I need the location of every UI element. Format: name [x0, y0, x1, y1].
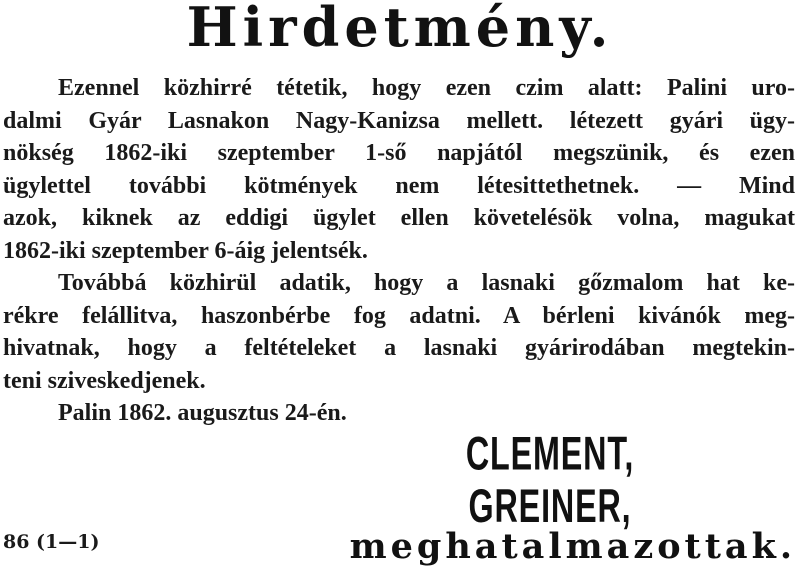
body-line: Ezennel közhirré tétetik, hogy ezen czim alatt: Palini uro-: [58, 75, 795, 101]
body-line: hivatnak, hogy a feltételeket a lasnaki gyárirodában megtekin-: [3, 335, 795, 361]
signature-names: [423, 428, 678, 533]
body-line: azok, kiknek az eddigi ügylet ellen követelésök volna, magukat: [3, 205, 795, 231]
announcement-body: [3, 72, 795, 430]
body-line: nökség 1862-iki szeptember 1-ső napjától megszünik, és ezen: [3, 140, 795, 166]
body-line: dalmi Gyár Lasnakon Nagy-Kanizsa mellett. létezett gyári ügy-: [3, 107, 795, 134]
paragraph-2: [3, 267, 795, 397]
body-line: ügylettel további kötmények nem létesittethetnek. — Mind: [3, 172, 795, 199]
signatory-name: GREINER,: [468, 480, 632, 533]
paragraph-1: [3, 72, 795, 267]
signatory-name: CLEMENT,: [465, 428, 635, 481]
announcement-title: Hirdetmény.: [186, 0, 614, 59]
body-line: teni sziveskedjenek.: [3, 367, 206, 394]
date-line: Palin 1862. augusztus 24-én.: [58, 400, 347, 426]
ad-reference-number: 86 (1—1): [3, 531, 100, 553]
body-line: 1862-iki szeptember 6-áig jelentsék.: [3, 237, 368, 264]
body-line: rékre felállitva, haszonbérbe fog adatni. A bérleni kivánók meg-: [3, 302, 795, 329]
signature-role: meghatalmazottak.: [349, 526, 796, 567]
body-line: Továbbá közhirül adatik, hogy a lasnaki gőzmalom hat ke-: [58, 270, 795, 296]
